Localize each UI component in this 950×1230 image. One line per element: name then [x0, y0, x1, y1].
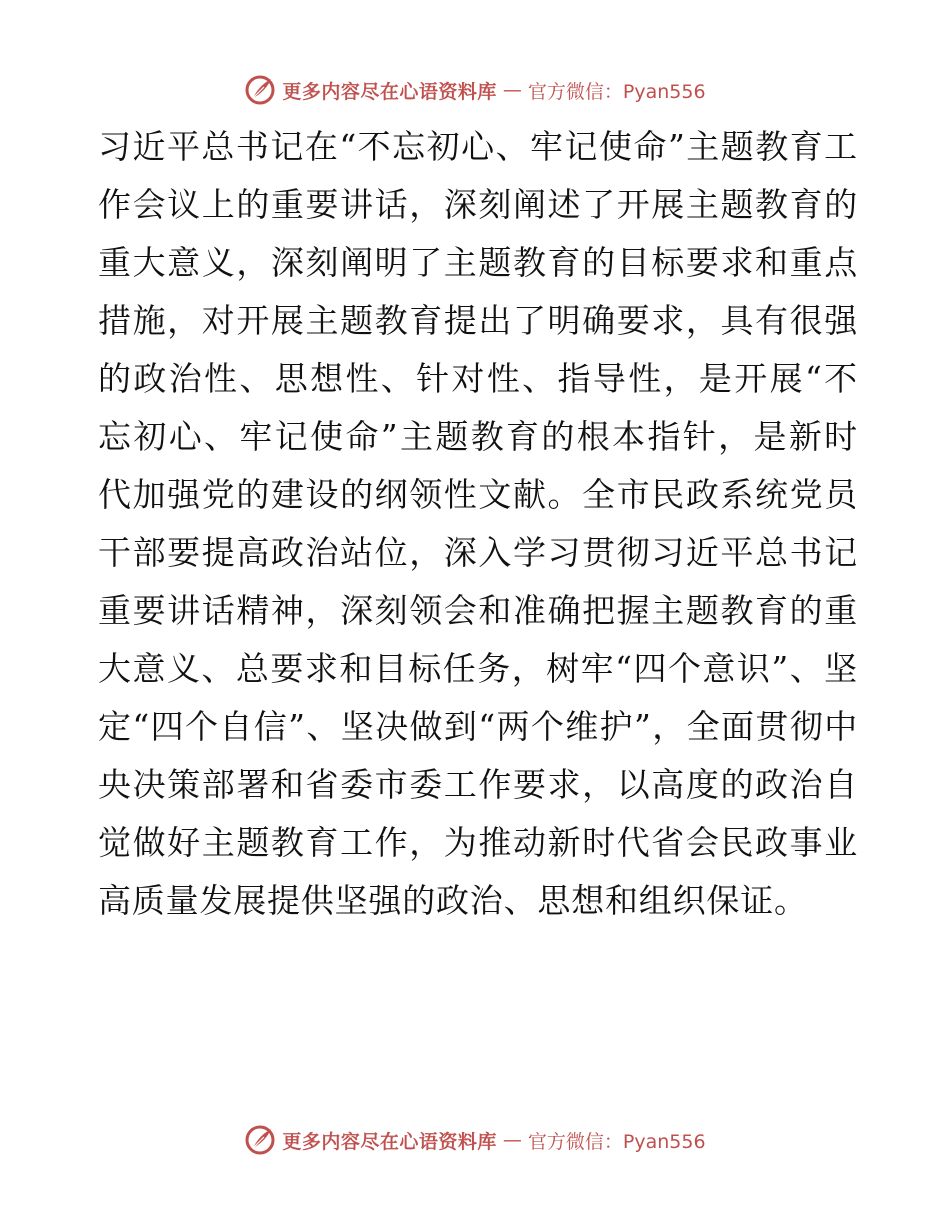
watermark-brand: 更多内容尽在心语资料库 [282, 80, 497, 103]
feather-quill-icon [244, 74, 276, 106]
header-watermark [0, 70, 950, 110]
document-body [98, 118, 858, 930]
body-paragraph: 习近平总书记在“不忘初心、牢记使命”主题教育工作会议上的重要讲话，深刻阐述了开展主题教育的重大意义，深刻阐明了主题教育的目标要求和重点措施，对开展主题教育提出了明确要求，具有很强的政治性、思想性、针对性、指导性，是开展“不忘初心、牢记使命”主题教育的根本指针，是新时代加强党的建设的纲领性文献。全市民政系统党员干部要提高政治站位，深入学习贯彻习近平总书记重要讲话精神，深刻领会和准确把握主题教育的重大意义、总要求和目标任务，树牢“四个意识”、坚定“四个自信”、坚决做到“两个维护”，全面贯彻中央决策部署和省委市委工作要求，以高度的政治自觉做好主题教育工作，为推动新时代省会民政事业高质量发展提供坚强的政治、思想和组织保证。 [98, 127, 858, 920]
footer-watermark [0, 1120, 950, 1160]
watermark-wechat: 官方微信：Pyan556 [527, 80, 706, 103]
watermark-wechat: 官方微信：Pyan556 [527, 1130, 706, 1153]
watermark-separator: — [502, 79, 522, 101]
feather-quill-icon [244, 1124, 276, 1156]
watermark-brand: 更多内容尽在心语资料库 [282, 1130, 497, 1153]
watermark-separator: — [502, 1129, 522, 1151]
